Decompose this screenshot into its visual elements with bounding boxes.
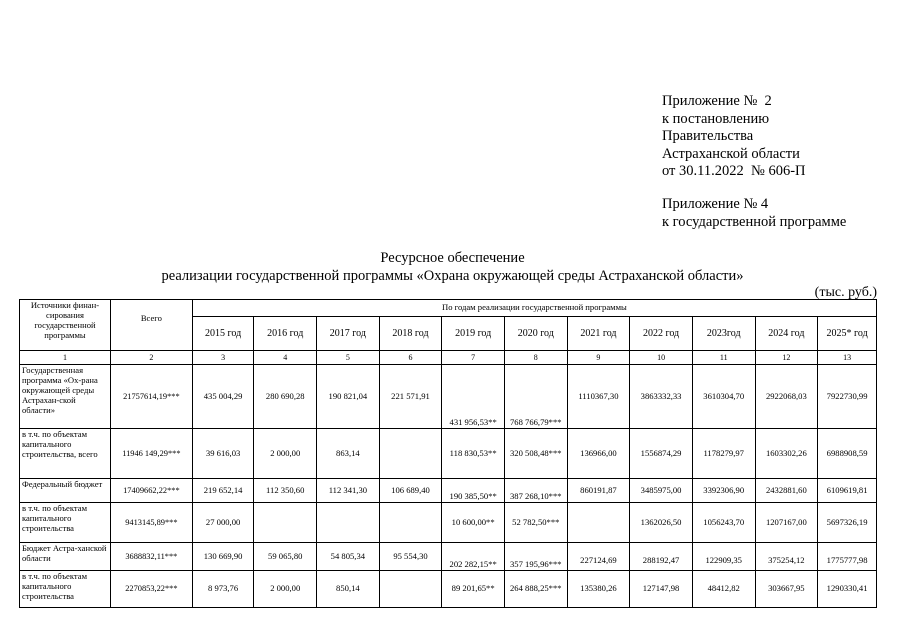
row-year-value: 5697326,19: [818, 503, 877, 543]
header-year: 2015 год: [192, 317, 254, 351]
column-number: 10: [630, 351, 693, 365]
row-source-name: Федеральный бюджет: [20, 479, 111, 503]
header-year: 2017 год: [317, 317, 380, 351]
row-year-value: 375254,12: [755, 543, 818, 571]
row-year-value: 190 821,04: [317, 365, 380, 429]
row-year-value: 136966,00: [567, 429, 630, 479]
column-number: 12: [755, 351, 818, 365]
row-year-value: 122909,35: [692, 543, 755, 571]
row-total: 3688832,11***: [110, 543, 192, 571]
row-year-value: 112 341,30: [317, 479, 380, 503]
row-total: 21757614,19***: [110, 365, 192, 429]
column-number: 1: [20, 351, 111, 365]
column-number: 6: [379, 351, 442, 365]
row-year-value: [254, 503, 317, 543]
header-year: 2021 год: [567, 317, 630, 351]
header-total: Всего: [110, 300, 192, 351]
row-year-value: 387 268,10***: [504, 479, 567, 503]
header-year: 2020 год: [504, 317, 567, 351]
row-total: 17409662,22***: [110, 479, 192, 503]
row-year-value: 1362026,50: [630, 503, 693, 543]
row-source-name: в т.ч. по объектам капитального строительства, всего: [20, 429, 111, 479]
column-number: 8: [504, 351, 567, 365]
column-number: 2: [110, 351, 192, 365]
appendix-line: к государственной программе: [662, 213, 847, 230]
row-year-value: 860191,87: [567, 479, 630, 503]
column-number: 11: [692, 351, 755, 365]
row-total: 9413145,89***: [110, 503, 192, 543]
row-year-value: 1603302,26: [755, 429, 818, 479]
row-year-value: [379, 503, 442, 543]
header-year: 2019 год: [442, 317, 505, 351]
row-year-value: 3392306,90: [692, 479, 755, 503]
row-year-value: 303667,95: [755, 571, 818, 608]
row-year-value: 863,14: [317, 429, 380, 479]
table-row: [20, 365, 877, 429]
row-year-value: 202 282,15**: [442, 543, 505, 571]
row-year-value: 1110367,30: [567, 365, 630, 429]
row-year-value: 1556874,29: [630, 429, 693, 479]
row-year-value: 264 888,25***: [504, 571, 567, 608]
row-year-value: 52 782,50***: [504, 503, 567, 543]
row-year-value: 127147,98: [630, 571, 693, 608]
row-year-value: 6109619,81: [818, 479, 877, 503]
appendix-line: к постановлению: [662, 110, 770, 127]
column-number: 5: [317, 351, 380, 365]
appendix-line: от 30.11.2022 № 606-П: [662, 163, 806, 179]
row-year-value: 10 600,00**: [442, 503, 505, 543]
row-year-value: 2 000,00: [254, 429, 317, 479]
appendix-line: Приложение № 2: [662, 93, 772, 109]
row-year-value: 768 766,79***: [504, 365, 567, 429]
row-total: 11946 149,29***: [110, 429, 192, 479]
row-year-value: 118 830,53**: [442, 429, 505, 479]
row-year-value: 219 652,14: [192, 479, 254, 503]
row-year-value: 221 571,91: [379, 365, 442, 429]
row-year-value: 280 690,28: [254, 365, 317, 429]
row-year-value: 1207167,00: [755, 503, 818, 543]
row-year-value: 130 669,90: [192, 543, 254, 571]
table-row: [20, 479, 877, 503]
row-year-value: 48412,82: [692, 571, 755, 608]
row-year-value: 431 956,53**: [442, 365, 505, 429]
header-sources: Источники финан-сирования государственной программы: [20, 300, 111, 351]
row-year-value: 320 508,48***: [504, 429, 567, 479]
row-year-value: [379, 571, 442, 608]
resource-table: [19, 299, 877, 608]
document-subtitle: реализации государственной программы «Охрана окружающей среды Астраханской области»: [161, 268, 744, 284]
row-year-value: 1056243,70: [692, 503, 755, 543]
column-number: 9: [567, 351, 630, 365]
column-numbers-row: [20, 351, 877, 365]
header-year: 2018 год: [379, 317, 442, 351]
row-year-value: [317, 503, 380, 543]
column-number: 4: [254, 351, 317, 365]
appendix-line: Приложение № 4: [662, 196, 769, 212]
appendix-line: Астраханской области: [662, 145, 800, 162]
column-number: 13: [818, 351, 877, 365]
row-year-value: 59 065,80: [254, 543, 317, 571]
header-year: 2016 год: [254, 317, 317, 351]
row-year-value: 1178279,97: [692, 429, 755, 479]
row-year-value: 850,14: [317, 571, 380, 608]
appendix-line: Правительства: [662, 128, 754, 144]
row-year-value: 6988908,59: [818, 429, 877, 479]
row-year-value: 112 350,60: [254, 479, 317, 503]
row-year-value: 288192,47: [630, 543, 693, 571]
row-year-value: 39 616,03: [192, 429, 254, 479]
row-year-value: 89 201,65**: [442, 571, 505, 608]
row-year-value: 135380,26: [567, 571, 630, 608]
header-year: 2023год: [692, 317, 755, 351]
row-year-value: 357 195,96***: [504, 543, 567, 571]
table-row: [20, 571, 877, 608]
row-source-name: Государственная программа «Ох-рана окружающей среды Астрахан-ской области»: [20, 365, 111, 429]
header-year: 2022 год: [630, 317, 693, 351]
row-source-name: в т.ч. по объектам капитального строительства: [20, 503, 111, 543]
appendix-reference: [662, 93, 806, 181]
row-year-value: 1290330,41: [818, 571, 877, 608]
table-row: [20, 543, 877, 571]
header-year: 2025* год: [818, 317, 877, 351]
row-year-value: 95 554,30: [379, 543, 442, 571]
header-years-group: По годам реализации государственной программы: [192, 300, 876, 317]
row-year-value: 2432881,60: [755, 479, 818, 503]
row-year-value: [567, 503, 630, 543]
table-row: [20, 429, 877, 479]
units-label: (тыс. руб.): [814, 285, 877, 300]
row-year-value: [379, 429, 442, 479]
row-year-value: 3610304,70: [692, 365, 755, 429]
row-source-name: в т.ч. по объектам капитального строительства: [20, 571, 111, 608]
row-year-value: 3863332,33: [630, 365, 693, 429]
row-year-value: 3485975,00: [630, 479, 693, 503]
row-year-value: 54 805,34: [317, 543, 380, 571]
row-year-value: 27 000,00: [192, 503, 254, 543]
row-year-value: 8 973,76: [192, 571, 254, 608]
header-year: 2024 год: [755, 317, 818, 351]
column-number: 3: [192, 351, 254, 365]
column-number: 7: [442, 351, 505, 365]
document-title: Ресурсное обеспечение: [380, 250, 525, 266]
row-year-value: 1775777,98: [818, 543, 877, 571]
row-year-value: 435 004,29: [192, 365, 254, 429]
program-appendix-reference: [662, 196, 846, 231]
table-row: [20, 503, 877, 543]
row-year-value: 2 000,00: [254, 571, 317, 608]
row-year-value: 2922068,03: [755, 365, 818, 429]
row-year-value: 190 385,50**: [442, 479, 505, 503]
row-year-value: 227124,69: [567, 543, 630, 571]
row-source-name: Бюджет Астра-ханской области: [20, 543, 111, 571]
table-body: [20, 365, 877, 608]
row-year-value: 7922730,99: [818, 365, 877, 429]
row-year-value: 106 689,40: [379, 479, 442, 503]
row-total: 2270853,22***: [110, 571, 192, 608]
